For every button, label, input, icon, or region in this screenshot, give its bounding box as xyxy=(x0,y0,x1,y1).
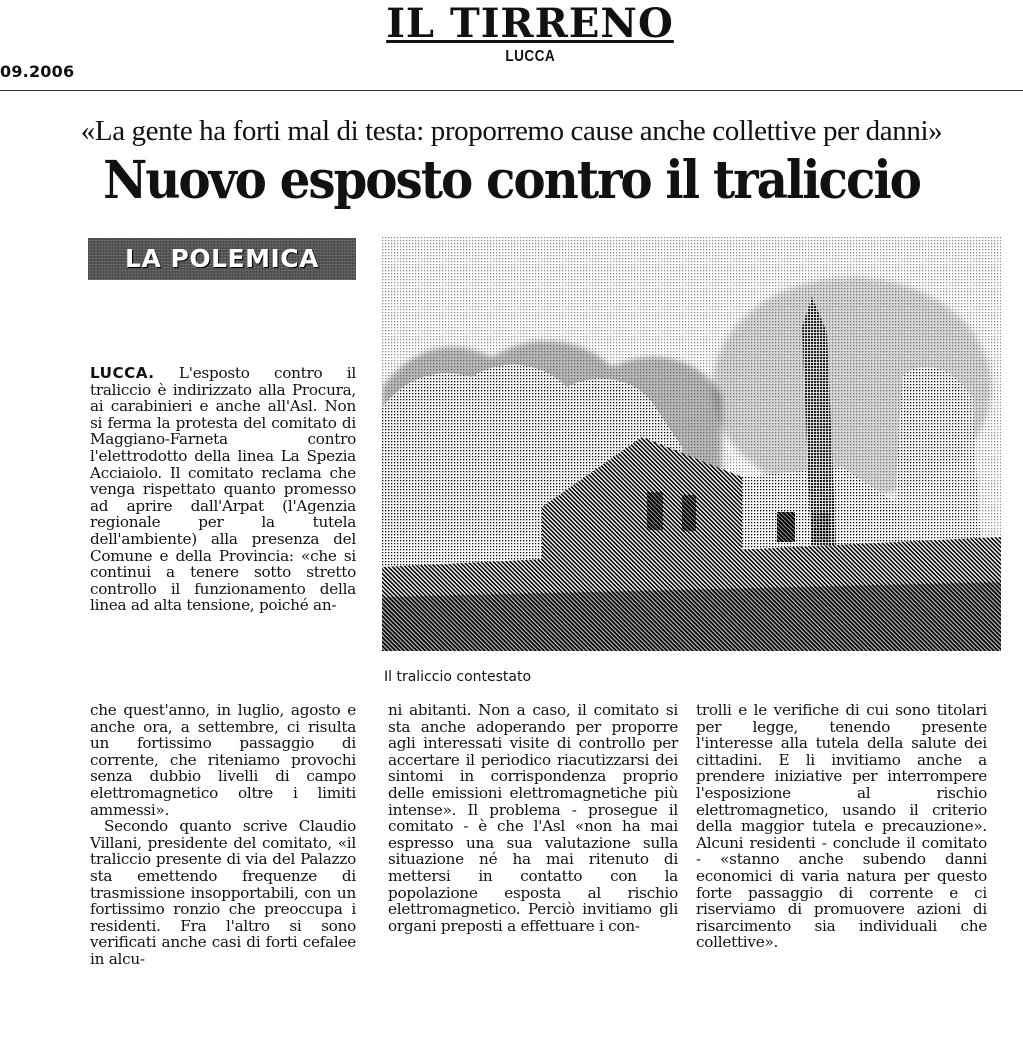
edition-name: LUCCA xyxy=(505,48,555,65)
article-column-4 xyxy=(696,702,987,951)
photo-caption: Il traliccio contestato xyxy=(384,669,532,685)
kicker: «La gente ha forti mal di testa: proporremo cause anche collettive per danni» xyxy=(80,115,943,147)
article-paragraph-1: LUCCA. L'esposto contro il traliccio è indirizzato alla Procura, ai carabinieri e anche all'Asl. Non si ferma la protesta del comitato di Maggiano-Farneta contro l'elettrodotto della linea La Spezia Acciaiolo. Il comitato reclama che venga rispettato quanto promesso ad aprire dall'Arpat (l'Agenzia regionale per la tutela dell'ambiente) alla presenza del Comune e della Provincia: «che si continui a tenere sotto stretto controllo il funzionamento della linea ad alta tensione, poiché an- xyxy=(90,364,356,615)
masthead xyxy=(380,2,680,65)
article-paragraph-4: trolli e le verifiche di cui sono titolari per legge, tenendo presente l'interesse alla tutela della salute dei cittadini. E li invitiamo anche a prendere iniziative per interrompere l'esposizione al rischio elettromagnetico, usando il criterio della maggior tutela e precauzione». Alcuni residenti - conclude il comitato - «stanno anche subendo danni economici di varia natura per questo forte passaggio di corrente e ci riserviamo di promuovere azioni di risarcimento sia individuali che collettive». xyxy=(696,701,987,952)
article-column-1 xyxy=(90,365,356,614)
article-column-3 xyxy=(388,702,678,934)
article-paragraph-2: Secondo quanto scrive Claudio Villani, presidente del comitato, «il traliccio presente di via del Palazzo sta emettendo frequenze di trasmissione insopportabili, con un fortissimo ronzio che preoccupa i residenti. Fra l'altro si sono verificati anche casi di forti cefalee in alcu- xyxy=(90,817,356,968)
article-column-2 xyxy=(90,702,356,968)
article-paragraph-1-cont: che quest'anno, in luglio, agosto e anche ora, a settembre, ci risulta un fortissimo passaggio di corrente, che riteniamo provochi senza dubbio livelli di campo elettromagnetico oltre i limiti ammessi». xyxy=(90,701,356,819)
headline: Nuovo esposto contro il traliccio xyxy=(103,150,920,211)
dateline: LUCCA. xyxy=(90,364,155,382)
photo-traliccio xyxy=(382,237,1001,651)
article-paragraph-3: ni abitanti. Non a caso, il comitato si sta anche adoperando per proporre agli interessati visite di controllo per accertare il periodico riacutizzarsi dei sintomi in corrispondenza proprio delle emissioni elettromagnetiche più intense». Il problema - prosegue il comitato - è che l'Asl «non ha mai espresso una sua valutazione sulla situazione né ha mai ritenuto di mettersi in contatto con la popolazione esposta al rischio elettromagnetico. Perciò invitiamo gli organi preposti a effettuare i con- xyxy=(388,701,678,935)
section-label: LA POLEMICA xyxy=(88,238,356,280)
publication-date: 09.2006 xyxy=(0,62,75,81)
masthead-rule xyxy=(0,90,1023,91)
newspaper-name: IL TIRRENO xyxy=(386,0,674,47)
